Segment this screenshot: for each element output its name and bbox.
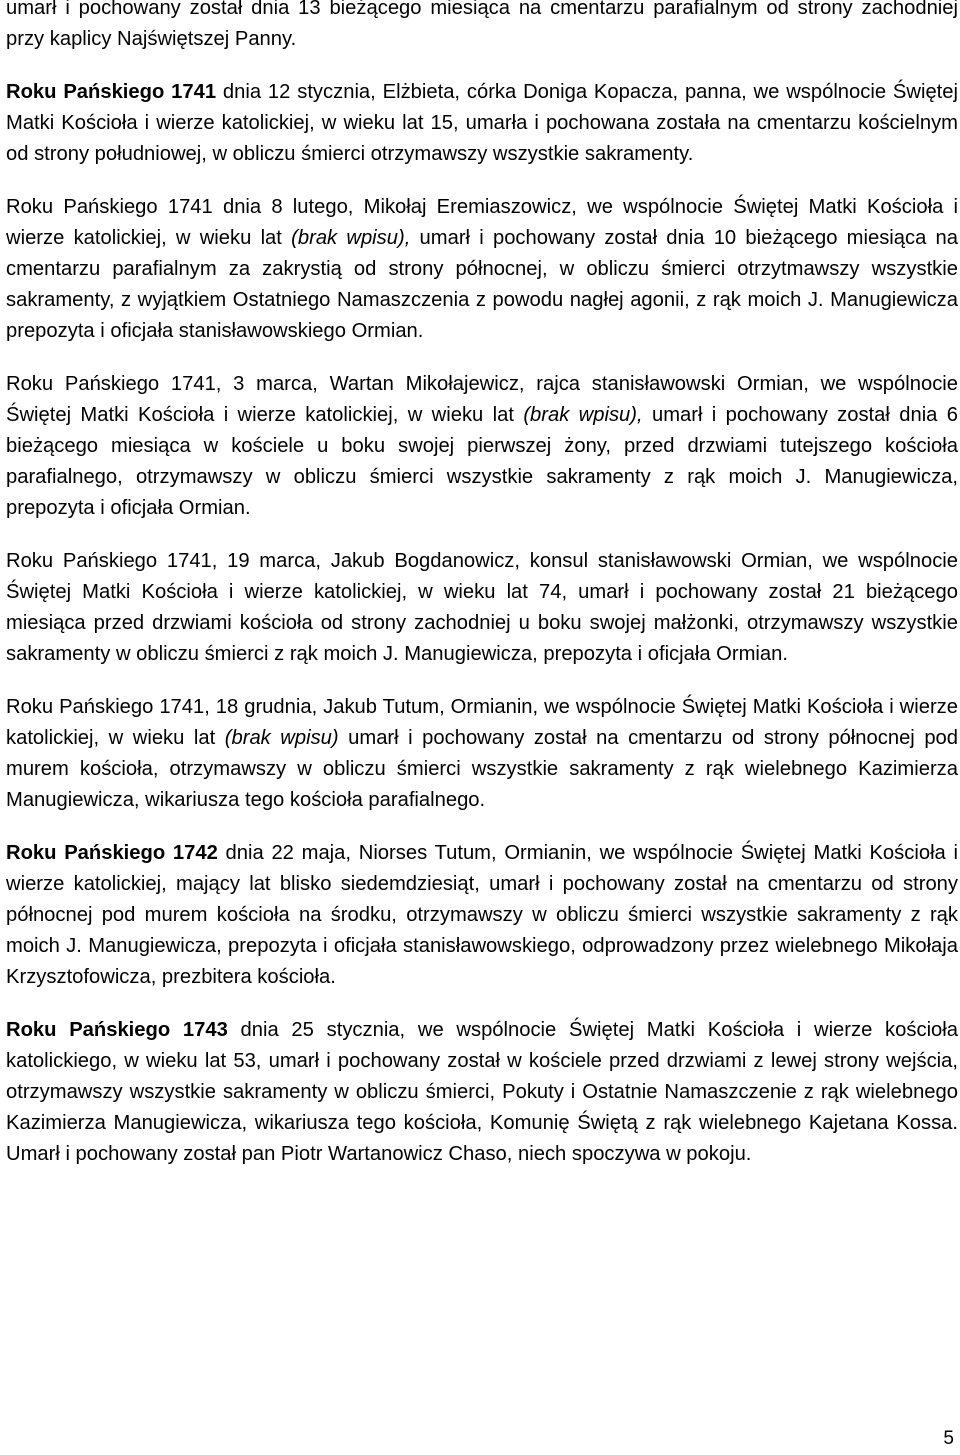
paragraph-text: Roku Pańskiego 1741 dnia 8 lutego, Mikołaj Eremiaszowicz, we wspólnocie Świętej Matki Kościoła i wierze katolickiej, w wieku lat [6,196,958,249]
paragraph-text: Roku Pańskiego 1741, 19 marca, Jakub Bogdanowicz, konsul stanisławowski Ormian, we wspólnocie Świętej Matki Kościoła i wierze katolickiej, w wieku lat 74, umarł i pochowany został 21 bieżącego miesiąca przed drzwiami kościoła od strony zachodniej u boku swojej małżonki, otrzymawszy wszystkie sakramenty w obliczu śmierci z rąk moich J. Manugiewicza, prepozyta i oficjała Ormian. [6,550,958,665]
paragraph-text-continued: umarł i pochowany został dnia 10 bieżącego miesiąca na cmentarzu parafialnym za zakrystią od strony północnej, w obliczu śmierci otrzytmawszy wszystkie sakramenty, z wyjątkiem Ostatniego Namaszczenia z powodu nagłej agonii, z rąk moich J. Manugiewicza prepozyta i oficjała stanisławowskiego Ormian. [6,227,959,342]
page-number: 5 [943,1428,954,1449]
paragraph-entry-1741-dec [6,692,958,816]
paragraph-entry-1742 [6,838,958,993]
paragraph-continuation [6,0,958,55]
paragraph-text: Roku Pańskiego 1741, 18 grudnia, Jakub Tutum, Ormianin, we wspólnocie Świętej Matki Kościoła i wierze katolickiej, w wieku lat [6,696,958,749]
paragraph-text: dnia 22 maja, Niorses Tutum, Ormianin, we wspólnocie Świętej Matki Kościoła i wierze katolickiej, mający lat blisko siedemdziesiąt, umarł i pochowany został na cmentarzu od strony północnej pod murem kościoła na środku, otrzymawszy w obliczu śmierci wszystkie sakramenty z rąk moich J. Manugiewicza, prepozyta i oficjała stanisławowskiego, odprowadzony przez wielebnego Mikołaja Krzysztofowicza, prezbitera kościoła. [6,842,958,988]
paragraph-entry-1743 [6,1015,958,1170]
paragraph-text-continued: umarł i pochowany został dnia 6 bieżącego miesiąca w kościele u boku swojej pierwszej żony, przed drzwiami tutejszego kościoła parafialnego, otrzymawszy w obliczu śmierci wszystkie sakramenty z rąk moich J. Manugiewicza, prepozyta i oficjała Ormian. [6,404,958,519]
entry-year-heading: Roku Pańskiego 1743 [6,1019,228,1041]
paragraph-italic-note: (brak wpisu) [224,727,339,749]
document-page [6,0,958,1192]
paragraph-italic-note: (brak wpisu), [523,404,643,426]
entry-year-heading: Roku Pańskiego 1742 [6,842,218,864]
paragraph-entry-1741-feb [6,192,958,347]
paragraph-entry-1741-mar-19 [6,546,958,670]
paragraph-text: umarł i pochowany został dnia 13 bieżącego miesiąca na cmentarzu parafialnym od strony zachodniej przy kaplicy Najświętszej Panny. [6,0,958,50]
paragraph-text: dnia 12 stycznia, Elżbieta, córka Doniga Kopacza, panna, we wspólnocie Świętej Matki Kościoła i wierze katolickiej, w wieku lat 15, umarła i pochowana została na cmentarzu kościelnym od strony południowej, w obliczu śmierci otrzymawszy wszystkie sakramenty. [6,81,958,165]
paragraph-text: Roku Pańskiego 1741, 3 marca, Wartan Mikołajewicz, rajca stanisławowski Ormian, we wspólnocie Świętej Matki Kościoła i wierze katolickiej, w wieku lat [6,373,958,426]
paragraph-text-continued: umarł i pochowany został na cmentarzu od strony północnej pod murem kościoła, otrzymawszy w obliczu śmierci wszystkie sakramenty z rąk wielebnego Kazimierza Manugiewicza, wikariusza tego kościoła parafialnego. [6,727,958,811]
paragraph-text: dnia 25 stycznia, we wspólnocie Świętej Matki Kościoła i wierze kościoła katolickiego, w wieku lat 53, umarł i pochowany został w kościele przed drzwiami z lewej strony wejścia, otrzymawszy wszystkie sakramenty w obliczu śmierci, Pokuty i Ostatnie Namaszczenie z rąk wielebnego Kazimierza Manugiewicza, wikariusza tego kościoła, Komunię Świętą z rąk wielebnego Kajetana Kossa. Umarł i pochowany został pan Piotr Wartanowicz Chaso, niech spoczywa w pokoju. [6,1019,958,1165]
paragraph-italic-note: (brak wpisu), [291,227,411,249]
paragraph-entry-1741-mar-3 [6,369,958,524]
entry-year-heading: Roku Pańskiego 1741 [6,81,217,103]
paragraph-entry-1741-jan [6,77,958,170]
